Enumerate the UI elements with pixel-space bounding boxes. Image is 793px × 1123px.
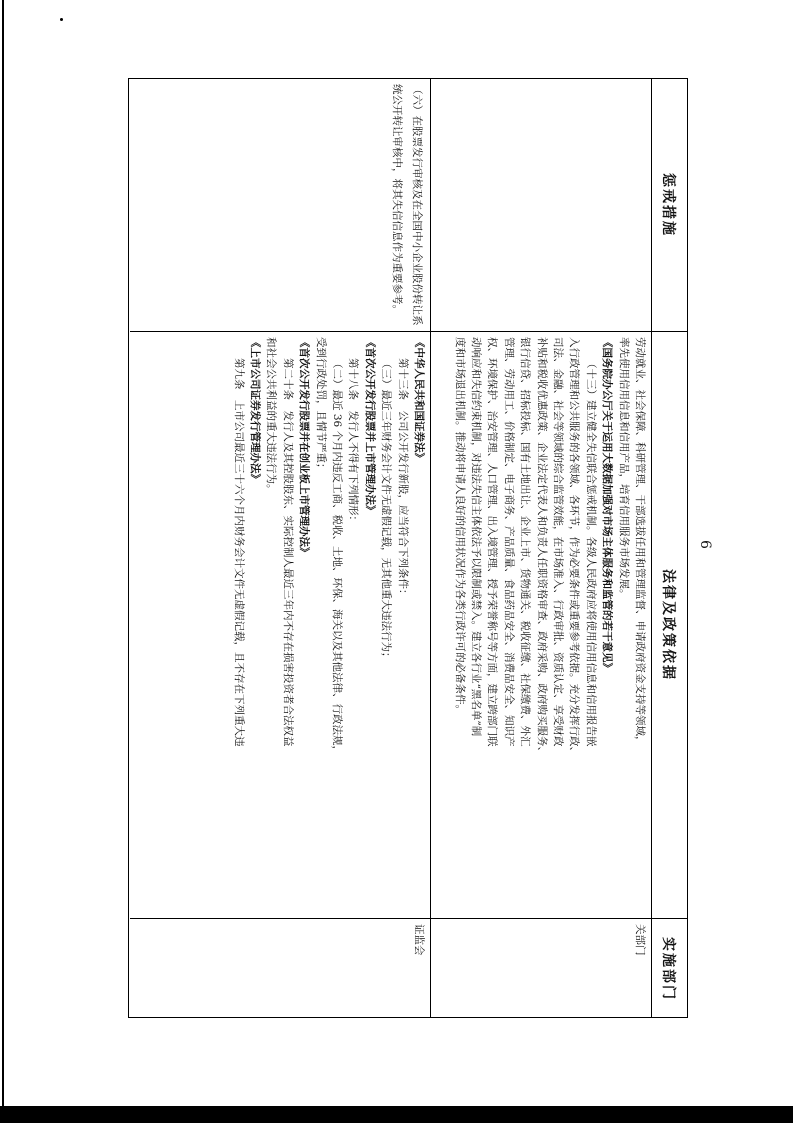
dept-cell: 证监会 <box>413 924 425 956</box>
basis-line: 《上市公司证券发行管理办法》 <box>248 337 261 484</box>
basis-line: 第十八条 发行人不得有下列情形： <box>347 358 360 526</box>
policy-table <box>128 78 688 1018</box>
header-dept: 实施部门 <box>660 937 677 1001</box>
basis-line: （二）最近 36 个月内违反工商、税收、土地、环保、海关以及其他法律、行政法规， <box>330 358 343 757</box>
scan-edge-line <box>2 0 4 1106</box>
basis-line: 补贴和税收优惠政策、企业法定代表人和负责人任职资格审查、政府采购、政府购买服务、 <box>535 337 548 757</box>
rotated-table-region <box>128 78 688 1018</box>
basis-line: 率先使用信用信息和信用产品，培育信用服务市场发展。 <box>617 337 630 600</box>
basis-line: 第十三条 公司公开发行新股，应当符合下列条件： <box>396 358 409 600</box>
basis-line: 劳动就业、社会保障、科研管理、干部选拔任用和管理监督、申请政府资金支持等领域， <box>634 337 646 747</box>
basis-line: 《国务院办公厅关于运用大数据加强对市场主体服务和监管的若干意见》 <box>601 337 614 673</box>
table-header-row <box>651 79 687 1017</box>
basis-line: 第二十条 发行人及其控股股东、实际控制人最近三年内不存在损害投资者合法权益 <box>281 358 294 747</box>
basis-line: （十三）建立健全失信联合惩戒机制。各级人民政府应将使用信用信息和信用报告嵌 <box>584 358 597 747</box>
basis-line: 银行信贷、招标投标、国有土地出让、企业上市、货物通关、税收征缴、社保缴费、外汇 <box>519 337 532 747</box>
basis-line: 权、环境保护、治安管理、人口管理、出入境管理、授予荣誉称号等方面，建立跨部门联 <box>486 337 499 747</box>
basis-line: 《首次公开发行股票并在创业板上市管理办法》 <box>298 337 311 558</box>
header-measure: 惩戒措施 <box>660 173 677 237</box>
basis-cell <box>448 332 651 918</box>
basis-line: 受到行政处罚，且情节严重； <box>314 337 327 474</box>
table-row <box>430 79 651 1017</box>
basis-line: 司法、金融、社会等领域的综合监管效能，在市场准入、行政审批、资质认定、享受财政 <box>551 337 564 747</box>
basis-line: 《中华人民共和国证券法》 <box>413 337 425 463</box>
measure-cell: （六）在股票发行审核及在全国中小企业股份转让系统公开转让审核中，将其失信信息作为重要参考。 <box>391 84 423 326</box>
basis-line: 和社会公共利益的重大违法行为。 <box>265 337 278 495</box>
dept-cell: 关部门 <box>634 924 646 956</box>
measure-cell <box>645 79 651 331</box>
basis-line: 入行政管理和公共服务的各领域、各环节，作为必要条件或重要参考依据。充分发挥行政、 <box>568 337 581 757</box>
page-number: 6 <box>697 540 713 549</box>
basis-line: 管理、劳动用工、价格制定、电子商务、产品质量、食品药品安全、消费品安全、知识产 <box>502 337 515 747</box>
scan-speck <box>60 18 63 21</box>
basis-line: 《首次公开发行股票并上市管理办法》 <box>363 337 376 516</box>
scan-bottom-bar <box>0 1106 793 1123</box>
basis-line: （三）最近三年财务会计文件无虚假记载，无其他重大违法行为； <box>380 358 393 663</box>
basis-line: 度和市场退出机制。推动将申请人良好的信用状况作为各类行政许可的必备条件。 <box>453 337 466 715</box>
basis-line: 动响应和失信约束机制，对违法失信主体依法予以限制或禁入。建立各行业“黑名单”制 <box>469 337 482 737</box>
table-row <box>130 79 430 1017</box>
header-basis: 法律及政策依据 <box>660 569 677 681</box>
basis-cell <box>227 332 430 918</box>
basis-line: 第九条 上市公司最近三十六个月内财务会计文件无虚假记载，且不存在下列重大违 <box>232 358 245 747</box>
